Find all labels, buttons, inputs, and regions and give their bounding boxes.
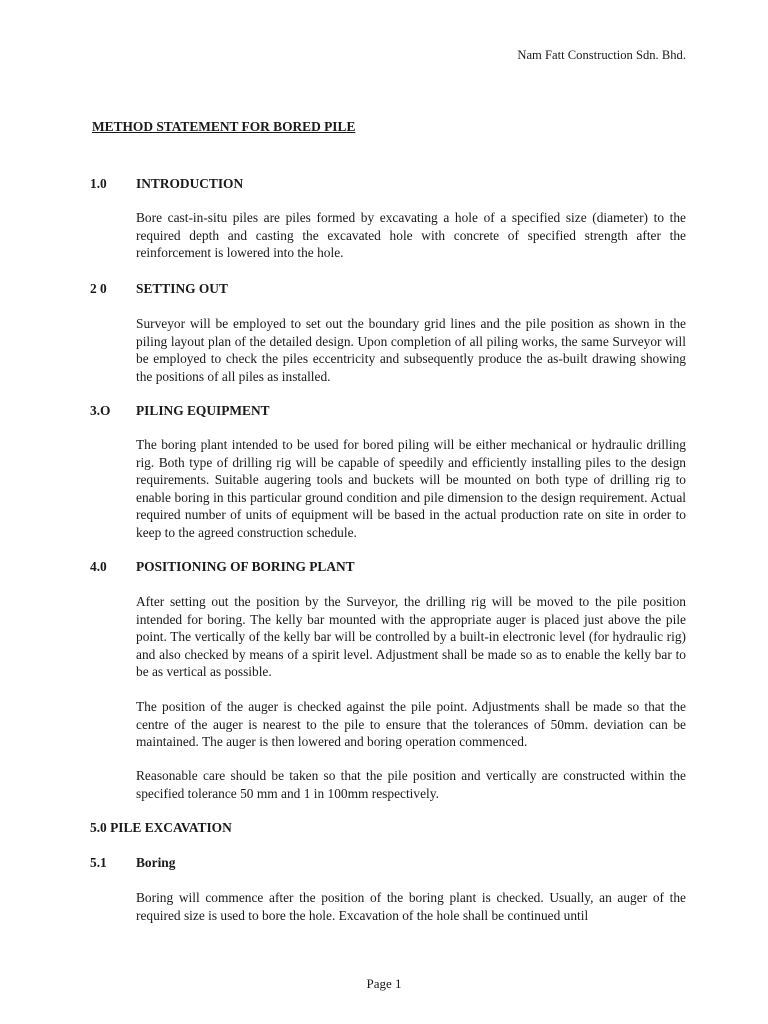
section-number: 5.0 (90, 820, 107, 835)
section-heading-positioning (90, 558, 355, 576)
section-title: Boring (136, 855, 176, 870)
section-heading-piling-equipment (90, 402, 270, 420)
page-number: Page 1 (366, 976, 402, 991)
section-title: SETTING OUT (136, 281, 228, 296)
section-heading-introduction (90, 175, 243, 193)
section-title: PILING EQUIPMENT (136, 403, 270, 418)
subsection-heading-boring (90, 854, 175, 872)
section-number: 5.1 (90, 855, 107, 870)
section-title: INTRODUCTION (136, 176, 244, 191)
section-heading-pile-excavation (90, 819, 232, 837)
positioning-paragraph-2: The position of the auger is checked against the pile point. Adjustments shall be made so that the centre of the auger is nearest to the pile to ensure that the tolerances of 50mm. deviation can be maintained. The auger is then lowered and boring operation commenced. (136, 699, 686, 749)
positioning-paragraph-3: Reasonable care should be taken so that the pile position and vertically are constructed within the specified tolerance 50 mm and 1 in 100mm respectively. (136, 768, 686, 801)
section-number: 3.O (90, 403, 111, 418)
company-header: Nam Fatt Construction Sdn. Bhd. (517, 48, 686, 62)
section-number: 1.0 (90, 176, 107, 191)
piling-equipment-paragraph: The boring plant intended to be used for bored piling will be either mechanical or hydraulic drilling rig. Both type of drilling rig will be capable of speedily and efficiently installing piles to the design requirements. Suitable augering tools and buckets will be mounted on both type of drilling rig to enable boring in this particular ground condition and pile dimension to the design requirement. Actual required number of units of equipment will be based in the actual production rate on site in order to keep to the agreed construction schedule. (136, 437, 686, 540)
section-heading-setting-out (90, 280, 228, 298)
positioning-paragraph-1: After setting out the position by the Surveyor, the drilling rig will be moved to the pile position intended for boring. The kelly bar mounted with the appropriate auger is placed just above the pile point. The vertically of the kelly bar will be controlled by a built-in electronic level (for hydraulic rig) and also checked by means of a spirit level. Adjustment shall be made so as to enable the kelly bar to be as vertical as possible. (136, 594, 686, 679)
section-title: POSITIONING OF BORING PLANT (136, 559, 355, 574)
document-title: METHOD STATEMENT FOR BORED PILE (92, 119, 356, 134)
section-number: 4.0 (90, 559, 107, 574)
setting-out-paragraph: Surveyor will be employed to set out the boundary grid lines and the pile position as shown in the piling layout plan of the detailed design. Upon completion of all piling works, the same Surveyor will be employed to check the piles eccentricity and subsequently produce the as-built drawing showing the positions of all piles as installed. (136, 316, 686, 384)
section-number: 2 0 (90, 281, 107, 296)
section-title: PILE EXCAVATION (110, 820, 232, 835)
introduction-paragraph: Bore cast-in-situ piles are piles formed by excavating a hole of a specified size (diameter) to the required depth and casting the excavated hole with concrete of specified strength after the reinforcement is lowered into the hole. (136, 210, 686, 260)
boring-paragraph: Boring will commence after the position of the boring plant is checked. Usually, an auger of the required size is used to bore the hole. Excavation of the hole shall be continued until (136, 890, 686, 923)
